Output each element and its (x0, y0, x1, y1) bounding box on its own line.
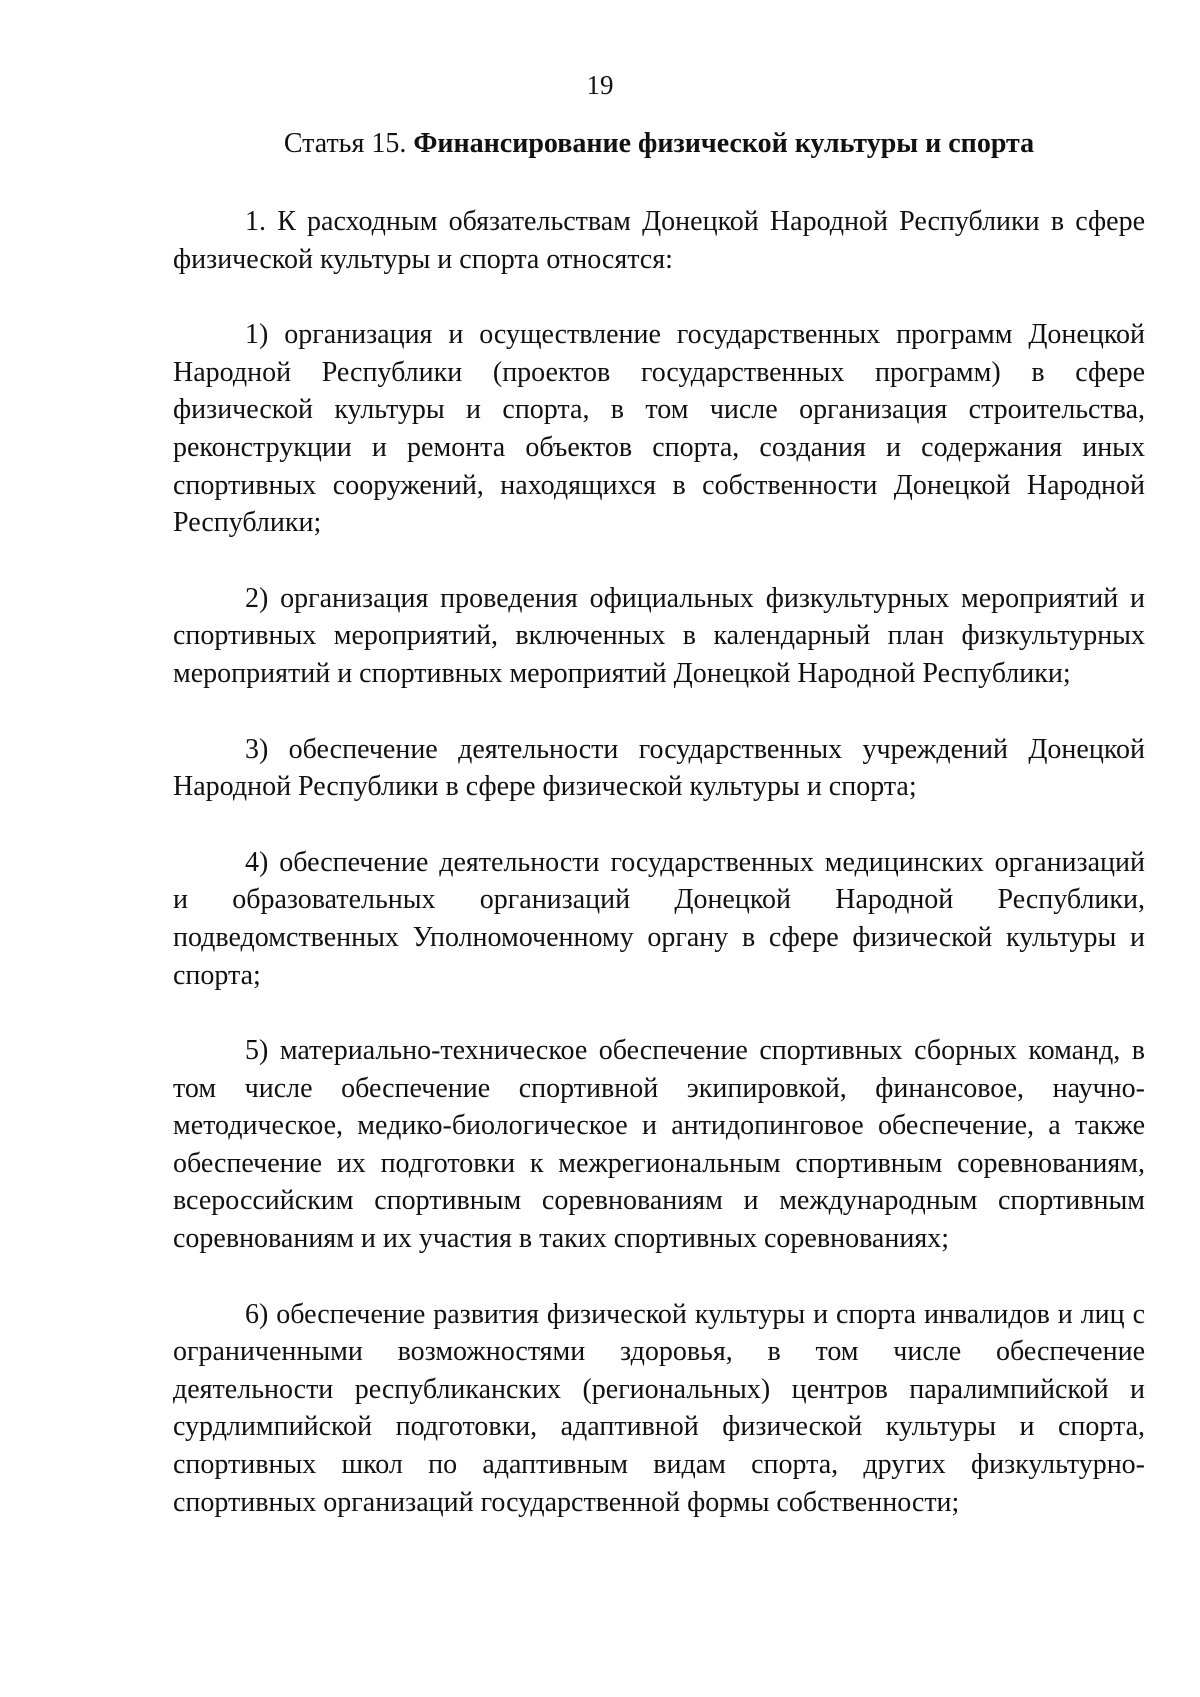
article-title: Финансирование физической культуры и спорта (413, 128, 1035, 159)
list-item-1: 1) организация и осуществление государственных программ Донецкой Народной Республики (проектов государственных программ) в сфере физической культуры и спорта, в том числе организация строительства, реконструкции и ремонта объектов спорта, создания и содержания иных спортивных сооружений, находящихся в собственности Донецкой Народной Республики; (173, 319, 1145, 539)
page-content (173, 125, 1145, 1559)
paragraph-1: 1. К расходным обязательствам Донецкой Народной Республики в сфере физической культуры и спорта относятся: (173, 206, 1145, 275)
list-item-6: 6) обеспечение развития физической культуры и спорта инвалидов и лиц с ограниченными возможностями здоровья, в том числе обеспечение деятельности республиканских (региональных) центров паралимпийской и сурдлимпийской подготовки, адаптивной физической культуры и спорта, спортивных школ по адаптивным видам спорта, других физкультурно-спортивных организаций государственной формы собственности; (173, 1298, 1145, 1518)
list-item-4: 4) обеспечение деятельности государственных медицинских организаций и образовательных организаций Донецкой Народной Республики, подведомственных Уполномоченному органу в сфере физической культуры и спорта; (173, 846, 1145, 991)
list-item-3: 3) обеспечение деятельности государственных учреждений Донецкой Народной Республики в сфере физической культуры и спорта; (173, 733, 1145, 803)
article-label: Статья 15. (283, 128, 414, 159)
article-heading (173, 125, 1145, 163)
list-item-5: 5) материально-техническое обеспечение спортивных сборных команд, в том числе обеспечение спортивной экипировкой, финансовое, научно-методическое, медико-биологическое и антидопинговое обеспечение, а также обеспечение их подготовки к межрегиональным спортивным соревнованиям, всероссийским спортивным соревнованиям и международным спортивным соревнованиям и их участия в таких спортивных соревнованиях; (173, 1035, 1145, 1255)
list-item-2: 2) организация проведения официальных физкультурных мероприятий и спортивных мероприятий, включенных в календарный план физкультурных мероприятий и спортивных мероприятий Донецкой Народной Республики; (173, 582, 1145, 689)
page-number: 19 (586, 70, 614, 100)
